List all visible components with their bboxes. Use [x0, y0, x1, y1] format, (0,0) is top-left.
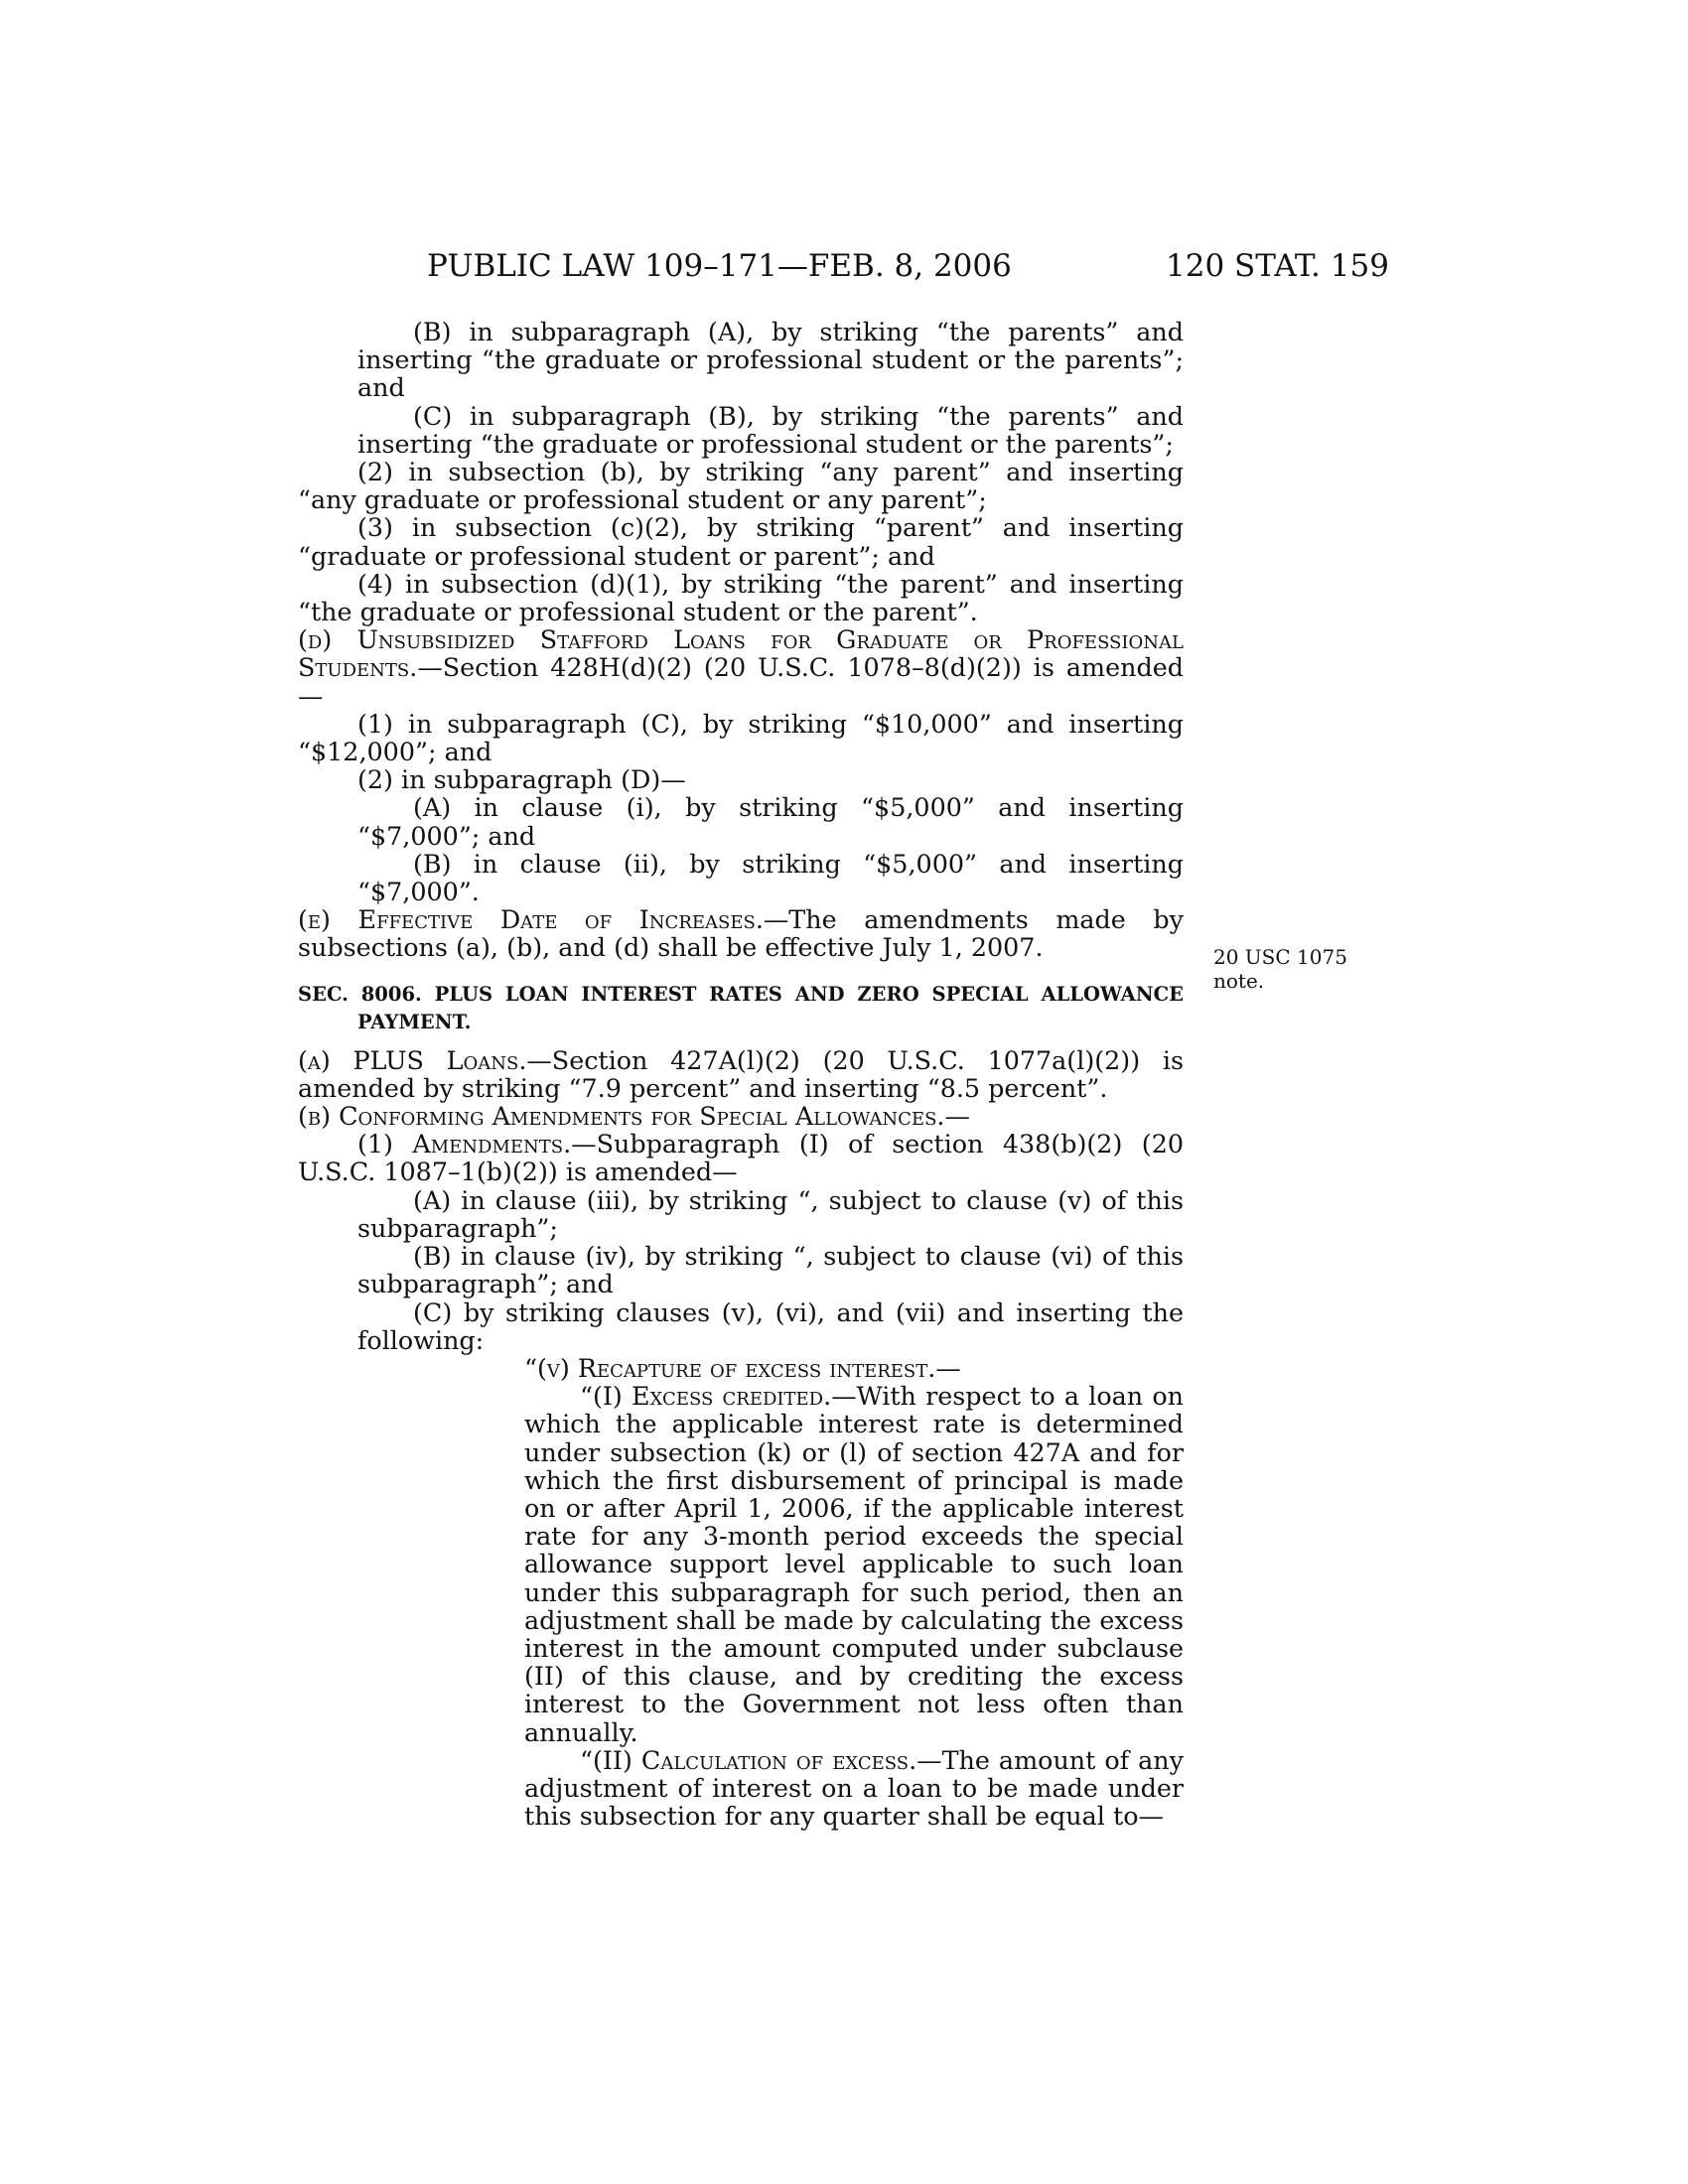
para-2-subsection-b: (2) in subsection (b), by striking “any parent” and inserting “any graduate or professional student or any parent”; — [298, 457, 1184, 515]
subclause-i-excess-credited — [298, 1382, 1184, 1746]
para-d-unsubsidized-stafford-heading: (d) Unsubsidized Stafford Loans for Graduate or Professional Students. — [298, 624, 1184, 683]
para-1-amendments-text: —Subparagraph (I) of section 438(b)(2) (20 U.S.C. 1087–1(b)(2)) is amended— — [298, 1129, 1184, 1187]
para-1-subparagraph-c: (1) in subparagraph (C), by striking “$10,000” and inserting “$12,000”; and — [298, 708, 1184, 767]
para-b-clause-ii: (B) in clause (ii), by striking “$5,000” and inserting “$7,000”. — [357, 848, 1184, 907]
subclause-i-excess-credited-text: —With respect to a loan on which the applicable interest rate is determined under subsection (k) or (l) of section 427A and for which the first disbursement of principal is made on or after April 1, 2006, if the applicable interest rate for any 3-month period exceeds the special allowance support level applicable to such loan under this subparagraph for such period, then an adjustment shall be made by calculating the excess interest in the amount computed under subclause (II) of this clause, and by crediting the excess interest to the Government not less often than annually. — [524, 1381, 1184, 1747]
para-3-subsection-c2: (3) in subsection (c)(2), by striking “parent” and inserting “graduate or professional student or parent”; and — [298, 512, 1184, 571]
para-b-subparagraph-a: (B) in subparagraph (A), by striking “the parents” and inserting “the graduate or professional student or the parents”; and — [357, 317, 1184, 403]
clause-v-recapture-text: — — [935, 1352, 961, 1383]
page-stat-number: 120 STAT. 159 — [1166, 248, 1389, 284]
clause-v-recapture — [298, 1354, 1184, 1382]
margin-note — [1213, 945, 1347, 993]
subclause-ii-calculation — [298, 1746, 1184, 1831]
para-b-conforming-amendments — [298, 1102, 1184, 1130]
para-4-subsection-d1: (4) in subsection (d)(1), by striking “the parent” and inserting “the graduate or professional student or the parent”. — [298, 568, 1184, 627]
para-c-striking-clauses: (C) by striking clauses (v), (vi), and (vii) and inserting the following: — [357, 1297, 1184, 1355]
para-b-clause-iv: (B) in clause (iv), by striking “, subject to clause (vi) of this subparagraph”; and — [357, 1241, 1184, 1299]
para-e-effective-date-text: —The amendments made by subsections (a), (b), and (d) shall be effective July 1, 2007. — [298, 904, 1185, 963]
para-d-unsubsidized-stafford-text: —Section 428H(d)(2) (20 U.S.C. 1078–8(d)(2)) is amended— — [298, 652, 1184, 711]
para-e-effective-date-heading: (e) Effective Date of Increases. — [298, 904, 764, 935]
clause-v-recapture-heading: “(v) Recapture of excess interest. — [524, 1352, 936, 1383]
running-header-title: PUBLIC LAW 109–171—FEB. 8, 2006 — [427, 248, 1012, 284]
subclause-ii-calculation-heading: “(II) Calculation of excess. — [580, 1744, 917, 1775]
para-a-clause-i: (A) in clause (i), by striking “$5,000” and inserting “$7,000”; and — [357, 792, 1184, 851]
margin-note-label: note. — [1213, 969, 1265, 993]
para-1-amendments-heading: (1) Amendments. — [357, 1129, 572, 1160]
para-a-plus-loans-text: —Section 427A(l)(2) (20 U.S.C. 1077a(l)(2)) is amended by striking “7.9 percent” and inserting “8.5 percent”. — [298, 1044, 1184, 1103]
para-e-effective-date — [298, 905, 1184, 961]
section-8006-heading: SEC. 8006. PLUS LOAN INTEREST RATES AND ZERO SPECIAL ALLOWANCE PAYMENT. — [298, 982, 1184, 1033]
para-b-conforming-amendments-text: — — [944, 1101, 970, 1132]
para-a-plus-loans-heading: (a) PLUS Loans. — [298, 1044, 527, 1075]
para-a-plus-loans — [298, 1046, 1184, 1102]
para-d-unsubsidized-stafford — [298, 625, 1184, 710]
para-a-clause-iii: (A) in clause (iii), by striking “, subject to clause (v) of this subparagraph”; — [357, 1184, 1184, 1243]
subclause-ii-calculation-text: —The amount of any adjustment of interest on a loan to be made under this subsection for any quarter shall be equal to— — [524, 1744, 1184, 1832]
page-body — [298, 318, 1184, 1830]
para-2-subparagraph-d: (2) in subparagraph (D)— — [357, 764, 686, 795]
margin-note-citation: 20 USC 1075 — [1213, 945, 1347, 969]
para-1-amendments — [298, 1130, 1184, 1185]
para-b-conforming-amendments-heading: (b) Conforming Amendments for Special Allowances. — [298, 1101, 945, 1132]
subclause-i-excess-credited-heading: “(I) Excess credited. — [580, 1381, 832, 1412]
para-c-subparagraph-b: (C) in subparagraph (B), by striking “the parents” and inserting “the graduate or professional student or the parents”; — [357, 400, 1184, 459]
